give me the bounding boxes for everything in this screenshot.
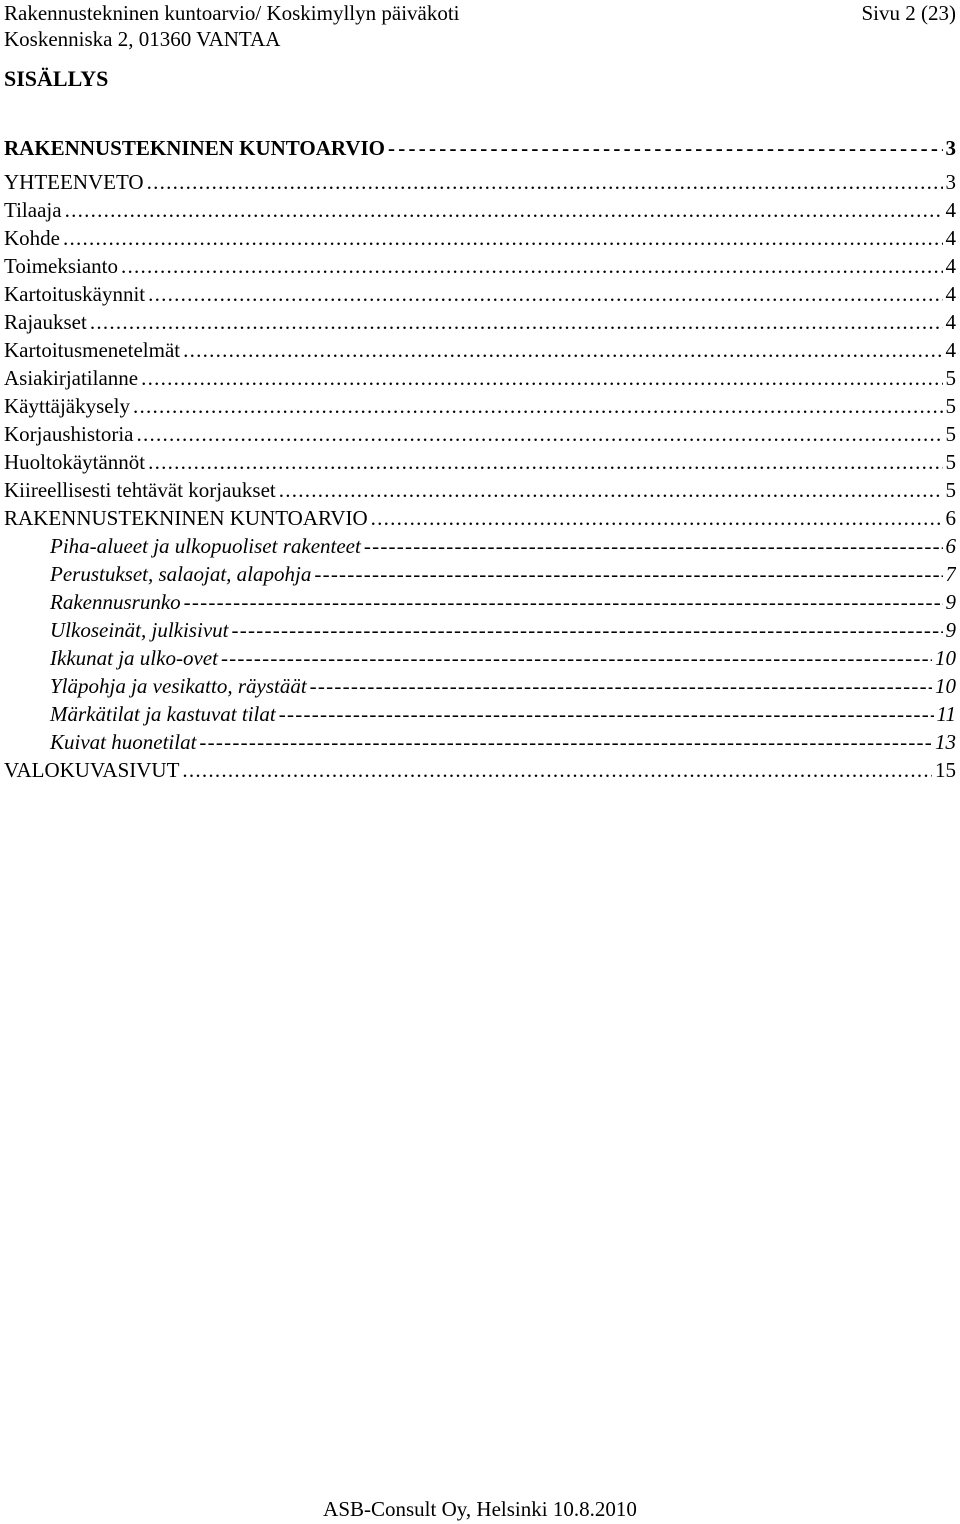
toc-entry[interactable]	[4, 252, 956, 280]
contents-heading: SISÄLLYS	[4, 66, 109, 91]
toc-leader	[279, 700, 934, 728]
toc-entry-title: Piha-alueet ja ulkopuoliset rakenteet	[50, 534, 361, 558]
toc-entry-title: Rakennusrunko	[50, 590, 181, 614]
toc-leader	[90, 308, 943, 336]
toc-entry-page: 7	[945, 562, 956, 586]
toc-entry-title: Kartoituskäynnit	[4, 282, 146, 306]
toc-leader	[183, 336, 942, 364]
toc-entry-page: 4	[945, 310, 956, 334]
toc-entry-title: Yläpohja ja vesikatto, räystäät	[50, 674, 307, 698]
toc-entry[interactable]	[4, 420, 956, 448]
toc-entry-page: 9	[945, 590, 956, 614]
toc-entry[interactable]	[4, 136, 956, 168]
toc-entry-title: Kuivat huonetilat	[50, 730, 197, 754]
toc-entry-title: Asiakirjatilanne	[4, 366, 139, 390]
toc-entry-title: YHTEENVETO	[4, 170, 144, 194]
toc-entry[interactable]	[4, 756, 956, 784]
toc-leader	[314, 560, 942, 588]
toc-leader	[133, 392, 943, 420]
toc-entry-page: 4	[945, 338, 956, 362]
toc-leader	[310, 672, 932, 700]
header-top-row	[4, 0, 956, 26]
toc-entry-page: 6	[945, 534, 956, 558]
toc-entry-title: Kiireellisesti tehtävät korjaukset	[4, 478, 276, 502]
toc-entry-title: Käyttäjäkysely	[4, 394, 130, 418]
toc-entry-page: 11	[936, 702, 956, 726]
toc-entry[interactable]	[4, 728, 956, 756]
site-address: Koskenniska 2, 01360 VANTAA	[4, 27, 281, 51]
toc-leader	[221, 644, 932, 672]
toc-leader	[141, 364, 942, 392]
toc-entry-page: 3	[945, 170, 956, 194]
toc-leader	[199, 728, 932, 756]
toc-entry[interactable]	[4, 364, 956, 392]
toc-entry[interactable]	[4, 224, 956, 252]
toc-entry-title: Kohde	[4, 226, 60, 250]
toc-entry-title: Huoltokäytännöt	[4, 450, 146, 474]
toc-entry-page: 6	[945, 506, 956, 530]
toc-entry-page: 5	[945, 422, 956, 446]
page-footer: ASB-Consult Oy, Helsinki 10.8.2010	[323, 1497, 637, 1521]
toc-entry-title: Ikkunat ja ulko-ovet	[50, 646, 218, 670]
toc-leader	[63, 224, 943, 252]
toc-leader	[147, 168, 943, 196]
toc-entry[interactable]	[4, 560, 956, 588]
toc-entry-page: 5	[945, 366, 956, 390]
toc-leader	[148, 448, 942, 476]
document-title: Rakennustekninen kuntoarvio/ Koskimyllyn päiväkoti	[4, 1, 460, 25]
toc-entry-title: Toimeksianto	[4, 254, 119, 278]
toc-leader	[148, 280, 942, 308]
toc-entry[interactable]	[4, 672, 956, 700]
toc-entry[interactable]	[4, 532, 956, 560]
toc-entry[interactable]	[4, 476, 956, 504]
page-header	[4, 0, 956, 52]
toc-entry[interactable]	[4, 392, 956, 420]
toc-entry-page: 4	[945, 198, 956, 222]
toc-entry[interactable]	[4, 196, 956, 224]
toc-entry-title: Kartoitusmenetelmät	[4, 338, 181, 362]
toc-entry[interactable]	[4, 280, 956, 308]
toc-entry-page: 13	[935, 730, 956, 754]
toc-entry-page: 10	[935, 674, 956, 698]
toc-entry[interactable]	[4, 308, 956, 336]
toc-entry-page: 4	[945, 282, 956, 306]
toc-entry[interactable]	[4, 616, 956, 644]
toc-leader	[136, 420, 942, 448]
toc-leader	[184, 588, 943, 616]
toc-entry[interactable]	[4, 168, 956, 196]
toc-entry-page: 3	[945, 136, 956, 160]
toc-entry-page: 15	[935, 758, 956, 782]
toc-entry-page: 9	[945, 618, 956, 642]
toc-entry-page: 5	[945, 394, 956, 418]
toc-leader	[231, 616, 942, 644]
toc-entry[interactable]	[4, 448, 956, 476]
table-of-contents	[4, 136, 956, 784]
toc-entry-page: 4	[945, 226, 956, 250]
toc-entry-title: VALOKUVASIVUT	[4, 758, 180, 782]
toc-entry-title: Märkätilat ja kastuvat tilat	[50, 702, 276, 726]
toc-entry[interactable]	[4, 700, 956, 728]
toc-leader	[364, 532, 943, 560]
toc-entry-title: Korjaushistoria	[4, 422, 134, 446]
toc-leader	[121, 252, 942, 280]
toc-entry[interactable]	[4, 336, 956, 364]
toc-leader	[279, 476, 943, 504]
toc-entry-title: Rajaukset	[4, 310, 87, 334]
toc-leader	[388, 136, 942, 160]
toc-entry-title: RAKENNUSTEKNINEN KUNTOARVIO	[4, 136, 386, 160]
toc-leader	[65, 196, 943, 224]
toc-entry-page: 5	[945, 478, 956, 502]
toc-entry-title: Ulkoseinät, julkisivut	[50, 618, 229, 642]
header-address-row	[4, 26, 956, 52]
toc-entry-title: RAKENNUSTEKNINEN KUNTOARVIO	[4, 506, 368, 530]
toc-entry-page: 4	[945, 254, 956, 278]
toc-leader	[182, 756, 932, 784]
toc-entry-title: Perustukset, salaojat, alapohja	[50, 562, 312, 586]
toc-entry-page: 5	[945, 450, 956, 474]
toc-entry-title: Tilaaja	[4, 198, 62, 222]
toc-entry[interactable]	[4, 644, 956, 672]
toc-entry-page: 10	[935, 646, 956, 670]
toc-entry[interactable]	[4, 504, 956, 532]
toc-leader	[371, 504, 943, 532]
toc-entry[interactable]	[4, 588, 956, 616]
page-number-label: Sivu 2 (23)	[861, 1, 956, 25]
